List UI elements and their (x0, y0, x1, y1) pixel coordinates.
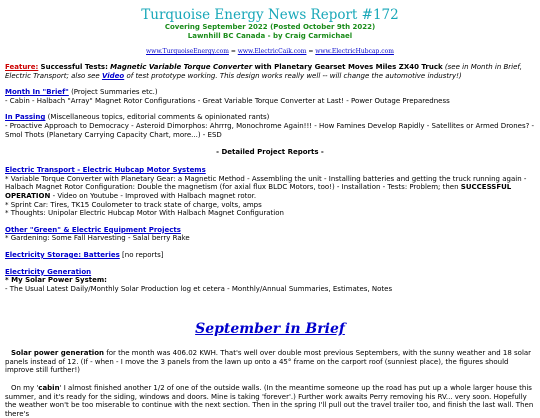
month-in-brief-link[interactable]: Month In "Brief" (5, 88, 69, 97)
location-line: Lawnhill BC Canada - by Craig Carmichael (187, 31, 353, 40)
electric-transport-line2: * Sprint Car: Tires, TK15 Coulometer to track state of charge, volts, amps (5, 200, 262, 209)
link-electric-hubcap[interactable]: www.ElectricHubcap.com (315, 48, 394, 55)
green-projects-link[interactable]: Other "Green" & Electric Equipment Projects (5, 225, 181, 234)
storage-note: [no reports] (122, 250, 164, 259)
feature-lead: Successful Tests: (40, 63, 108, 71)
solar-generation-paragraph (5, 349, 535, 375)
report-title: Turquoise Energy News Report #172 (141, 7, 399, 23)
storage-section (5, 251, 535, 260)
report-header (5, 8, 535, 40)
cabin-paragraph (5, 384, 535, 418)
feature-video-link[interactable]: Video (101, 71, 125, 80)
in-passing-note: (Miscellaneous topics, editorial comments & opinionated rants) (47, 113, 270, 122)
cabin-word: cabin (38, 384, 60, 393)
month-in-brief-note: (Project Summaries etc.) (71, 88, 158, 97)
feature-headline-2: with Planetary Gearset Moves Miles ZX40 Truck (254, 63, 443, 71)
in-passing-link[interactable]: In Passing (5, 113, 46, 122)
generation-link[interactable]: Electricity Generation (5, 267, 92, 276)
link-electric-caik[interactable]: www.ElectricCaik.com (237, 48, 307, 55)
feature-label: Feature: (5, 63, 39, 71)
detailed-reports-title: - Detailed Project Reports - (216, 148, 324, 157)
feature-tail: of test prototype working. This design works really well -- will change the automotive industry!) (126, 71, 462, 80)
cabin-pre: On my ' (11, 384, 39, 393)
storage-link[interactable]: Electricity Storage: Batteries (5, 250, 120, 259)
cabin-text: ' I almost finished another 1/2 of one of the outside walls. (In the meantime someone up the road has put up a whole larger house this summer, and it's ready for the siding, windows and doors. Mine is taking 'forever'.) Further work awaits Perry removing his RV... very soon. Hopefully the weather won't be too miserable to continue with the next section. Then in the spring I'll pull out the travel trailer too, and finish the last wall. Then there's (5, 384, 534, 418)
in-passing-items: - Proactive Approach to Democracy - Asteroid Dimorphos: Ahrrrg, Monochrome Again!!! - How Famines Develop Rapidly - Satellites or Armed Drones? - Smol Thots (Planetary Carrying Capacity Chart, more...) - ESD (5, 121, 535, 139)
generation-line1: - The Usual Latest Daily/Monthly Solar Production log et cetera - Monthly/Annual Summaries, Estimates, Notes (5, 284, 393, 293)
green-section (5, 226, 535, 243)
electric-transport-line3: * Thoughts: Unipolar Electric Hubcap Motor With Halbach Magnet Configuration (5, 209, 284, 218)
electric-transport-link[interactable]: Electric Transport - Electric Hubcap Motor Systems (5, 166, 206, 175)
solar-generation-lead: Solar power generation (11, 349, 104, 358)
site-links (5, 48, 535, 55)
solar-system-heading: * My Solar Power System: (5, 276, 107, 285)
generation-section (5, 268, 535, 294)
solar-generation-text: for the month was 406.02 KWH. That's well over double most previous Septembers, with the sunny weather and 18 solar panels instead of 12. (If - when - I move the 3 panels from the lawn up onto a 45° frame on the carport roof (sunniest place), the figures should improve still further!) (5, 349, 532, 375)
covering-line: Covering September 2022 (Posted October 9th 2022) (164, 23, 376, 31)
electric-transport-line1-tail: - Video on Youtube - Improved with Halbach magnet rotor. (52, 191, 257, 200)
feature-paragraph (5, 63, 535, 80)
successful-operation: SUCCESSFUL OPERATION (5, 183, 512, 200)
link-turquoise-energy[interactable]: www.TurquoiseEnergy.com (146, 48, 229, 55)
month-in-brief-section (5, 88, 535, 105)
electric-transport-line1: * Variable Torque Converter with Planetary Gear: a Magnetic Method - Assembling the unit - Installing batteries and getting the truck running again - Halbach Magnet Rotor Configuration: Double the magnetism (for axial flux BLDC Motors, too!) - Installation - Tests: Problem; then (5, 174, 527, 192)
month-in-brief-items: - Cabin - Halbach "Array" Magnet Rotor Configurations - Great Variable Torque Converter at Last! - Power Outage Preparedness (5, 96, 450, 105)
link-separator: = (306, 48, 316, 55)
link-separator: = (228, 48, 238, 55)
green-line1: * Gardening: Some Fall Harvesting - Salal berry Rake (5, 234, 190, 243)
feature-headline: Magnetic Variable Torque Converter (110, 63, 253, 71)
electric-transport-section (5, 166, 535, 218)
in-passing-section (5, 113, 535, 139)
feature-see: (see in Month in Brief, Electric Transport; also see (5, 63, 522, 80)
month-brief-heading: September in Brief (195, 321, 345, 338)
